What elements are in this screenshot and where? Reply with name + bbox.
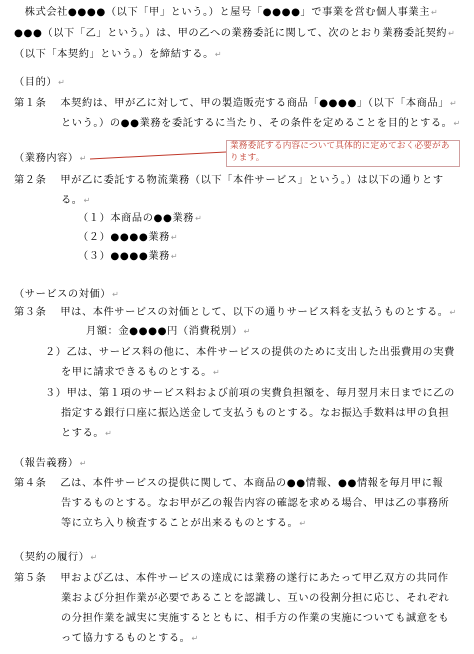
article-line: ２）乙は、サービス料の他に、本件サービスの提供のために支出した出張費用の実費 xyxy=(45,347,455,358)
article-line: る。↵ xyxy=(61,195,91,206)
paragraph-mark-icon: ↵ xyxy=(431,8,438,17)
article-number: 第３条 xyxy=(14,307,47,318)
article-heading: （契約の履行）↵ xyxy=(14,552,98,563)
paragraph-mark-icon: ↵ xyxy=(214,50,222,59)
article-line: 第３条 甲は、本件サービスの対価として、以下の通りサービス料を支払うものとする。↵ xyxy=(14,307,457,318)
article-line: とする。↵ xyxy=(61,428,112,439)
paragraph-mark-icon: ↵ xyxy=(450,99,457,108)
article-line: 等に立ち入り検査することが出来るものとする。↵ xyxy=(61,518,307,529)
article-heading: （サービスの対価）↵ xyxy=(14,289,119,300)
intro-line: 株式会社●●●●（以下「甲」という。）と屋号「●●●●」で事業を営む個人事業主↵ xyxy=(14,7,438,18)
paragraph-mark-icon: ↵ xyxy=(170,233,178,242)
article-line: を甲に請求できるものとする。↵ xyxy=(61,367,220,378)
article-line: 告するものとする。なお甲が乙の報告内容の確認を求める場合、甲は乙の事務所 xyxy=(61,498,450,509)
article-heading: （目的）↵ xyxy=(14,77,65,88)
paragraph-mark-icon: ↵ xyxy=(79,459,87,468)
article-line: 業および分担作業が必要であることを認識し、互いの役割分担に応じ、それぞれ xyxy=(61,593,450,604)
article-number: 第２条 xyxy=(14,175,47,186)
paragraph-mark-icon: ↵ xyxy=(213,368,220,377)
article-line: って協力するものとする。↵ xyxy=(61,633,199,644)
paragraph-mark-icon: ↵ xyxy=(79,154,87,163)
fee-line: 月額：金●●●●円（消費税別）↵ xyxy=(86,326,251,337)
article-line: ３）甲は、第１項のサービス料および前項の実費負担額を、毎月翌月末日までに乙の xyxy=(45,388,455,399)
paragraph-mark-icon: ↵ xyxy=(448,29,455,38)
intro-line: ●●●（以下「乙」という。）は、甲の乙への業務委託に関して、次のとおり業務委託契約↵ xyxy=(14,28,455,39)
paragraph-mark-icon: ↵ xyxy=(453,119,461,128)
paragraph-mark-icon: ↵ xyxy=(191,634,199,643)
paragraph-mark-icon: ↵ xyxy=(170,252,178,261)
article-number: 第１条 xyxy=(14,98,47,109)
article-heading: （業務内容）↵ xyxy=(14,153,87,164)
paragraph-mark-icon: ↵ xyxy=(58,78,65,87)
comment-connector-line xyxy=(90,152,226,159)
paragraph-mark-icon: ↵ xyxy=(449,308,457,317)
article-line: 第１条 本契約は、甲が乙に対して、甲の製造販売する商品「●●●●」（以下「本商品」↵ xyxy=(14,98,457,109)
article-number: 第５条 xyxy=(14,573,47,584)
intro-line: （以下「本契約」という。）を締結する。↵ xyxy=(14,49,222,60)
article-line: の分担作業を誠実に実施するとともに、相手方の作業の実施についても誠意をも xyxy=(61,613,450,624)
article-heading: （報告義務）↵ xyxy=(14,458,87,469)
paragraph-mark-icon: ↵ xyxy=(105,429,112,438)
paragraph-mark-icon: ↵ xyxy=(195,214,202,223)
article-line: 第５条 甲および乙は、本件サービスの達成には業務の遂行にあたって甲乙双方の共同作 xyxy=(14,573,449,584)
article-line: 指定する銀行口座に振込送金して支払うものとする。なお振込手数料は甲の負担 xyxy=(61,408,450,419)
list-item: （２）●●●●業務↵ xyxy=(78,232,178,243)
list-item: （３）●●●●業務↵ xyxy=(78,251,178,262)
paragraph-mark-icon: ↵ xyxy=(299,519,307,528)
paragraph-mark-icon: ↵ xyxy=(112,290,119,299)
article-line: 第４条 乙は、本件サービスの提供に関して、本商品の●●情報、●●情報を毎月甲に報 xyxy=(14,478,444,489)
list-item: （１）本商品の●●業務↵ xyxy=(78,213,202,224)
paragraph-mark-icon: ↵ xyxy=(83,196,91,205)
article-line: 第２条 甲が乙に委託する物流業務（以下「本件サービス」という。）は以下の通りとす xyxy=(14,175,444,186)
paragraph-mark-icon: ↵ xyxy=(243,327,251,336)
article-number: 第４条 xyxy=(14,478,47,489)
article-line: という。）の●●業務を委託するに当たり、その条件を定めることを目的とする。↵ xyxy=(61,118,461,129)
comment-text: 業務委託する内容について具体的に定めておく必要があります。 xyxy=(230,141,450,163)
paragraph-mark-icon: ↵ xyxy=(90,553,98,562)
